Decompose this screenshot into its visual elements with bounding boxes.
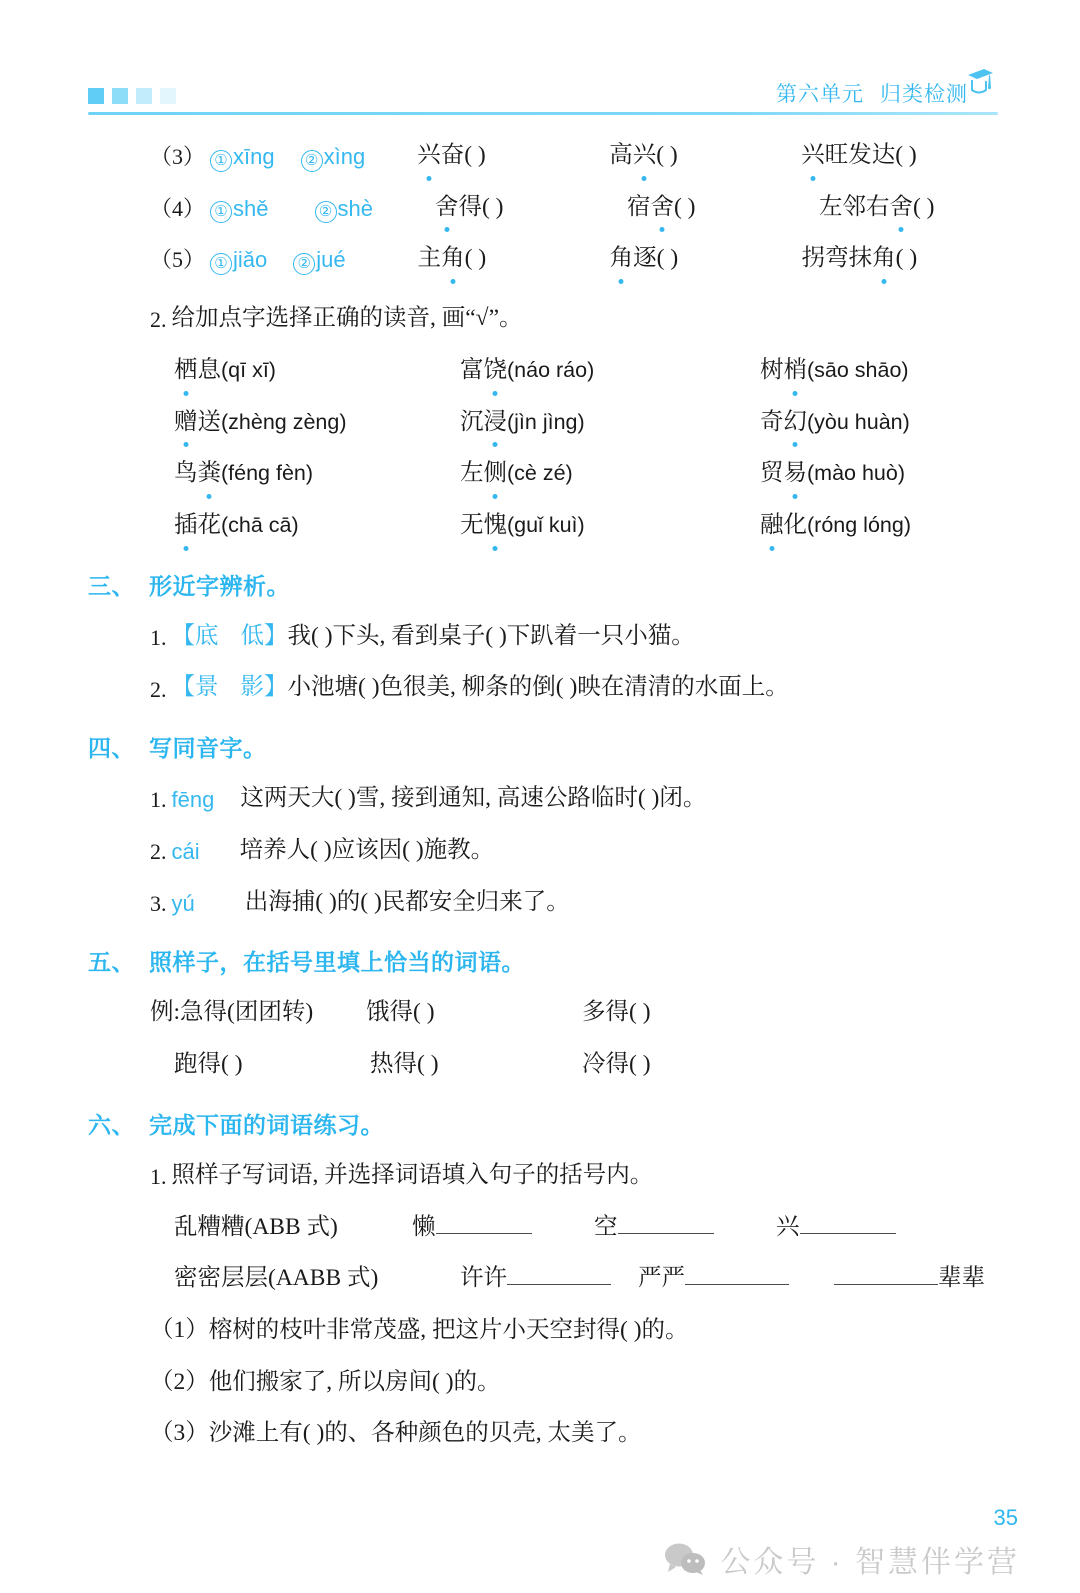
item-number: 2.: [150, 676, 167, 702]
pinyin-choice-item[interactable]: 奇幻(yòu huàn): [760, 407, 910, 439]
word-item: 宿舍( ): [627, 192, 819, 224]
header-title: [776, 78, 968, 108]
pinyin-choice-item[interactable]: 鸟粪(féng fèn): [174, 458, 460, 490]
list-item: [88, 672, 998, 704]
table-row: [88, 407, 998, 439]
list-item: [88, 1418, 998, 1450]
section-6-number: 六、: [88, 1111, 135, 1138]
sentence-number: （2）: [150, 1368, 209, 1395]
table-row: [88, 1212, 998, 1244]
pinyin-options[interactable]: (yòu huàn): [807, 409, 910, 434]
exercise-2-text: 给加点字选择正确的读音, 画“√”。: [171, 305, 523, 332]
list-item: [88, 621, 998, 653]
watermark: [664, 1537, 1020, 1581]
write-line[interactable]: [618, 1212, 714, 1234]
word-item: 左邻右舍( ): [819, 192, 935, 224]
exercise-2-number: 2.: [150, 307, 167, 333]
blank-item[interactable]: 多得( ): [582, 999, 651, 1026]
dotted-char: 角: [872, 243, 896, 275]
table-row: [88, 140, 998, 172]
watermark-text: 公众号 · 智慧伴学营: [720, 1546, 1020, 1579]
answer-paren[interactable]: ( ): [656, 142, 678, 168]
section-4-heading: [88, 730, 998, 763]
pinyin-options[interactable]: (róng lóng): [807, 513, 911, 538]
sentence-text: 我( )下头, 看到桌子( )下趴着一只小猫。: [287, 622, 695, 649]
bracket-close: 】: [264, 674, 288, 701]
dotted-char: 兴: [417, 140, 441, 172]
table-row: [88, 243, 998, 275]
header-unit-label: 第六单元: [776, 83, 864, 106]
answer-paren[interactable]: ( ): [417, 1051, 439, 1078]
dotted-char: 梢: [784, 355, 808, 387]
dotted-char: 舍: [435, 192, 459, 224]
option-2-circle: ②: [315, 201, 337, 223]
section-5-number: 五、: [88, 949, 135, 976]
pinyin-choice-item[interactable]: 栖息(qī xī): [174, 355, 460, 387]
option-2-circle: ②: [293, 253, 315, 275]
blank-item[interactable]: 跑得( ): [174, 1051, 243, 1078]
example-answer: (团团转): [227, 999, 314, 1026]
pinyin-choice-item[interactable]: 树梢(sāo shāo): [760, 355, 909, 387]
pinyin-options[interactable]: (mào huò): [807, 461, 905, 486]
item-text: 照样子写词语, 并选择词语填入句子的括号内。: [171, 1161, 654, 1188]
aabb-blank[interactable]: 辈辈: [834, 1263, 985, 1295]
item-number: 3.: [150, 890, 167, 916]
option-2-pinyin: shè: [337, 195, 373, 221]
item-number: 1.: [150, 787, 167, 813]
choice-char-a[interactable]: 底: [195, 622, 219, 649]
answer-paren[interactable]: ( ): [912, 193, 935, 220]
section-6-heading: [88, 1107, 998, 1140]
list-item: [88, 1160, 998, 1192]
header-divider: [88, 112, 998, 115]
answer-paren[interactable]: ( ): [656, 245, 679, 272]
sentence-text: 沙滩上有( )的、各种颜色的贝壳, 太美了。: [208, 1420, 642, 1447]
write-line[interactable]: [685, 1263, 789, 1285]
sentence-text: 培养人( )应该因( )施教。: [239, 836, 495, 863]
answer-paren[interactable]: ( ): [464, 245, 487, 272]
option-1-circle: ①: [210, 150, 232, 172]
pinyin-options[interactable]: (cè zé): [507, 461, 573, 486]
bracket-open: 【: [171, 674, 195, 701]
blank-item[interactable]: 饿得( ): [366, 999, 435, 1026]
abb-blank[interactable]: 懒: [412, 1212, 594, 1244]
dotted-char: 幻: [784, 407, 808, 439]
worksheet-page: [0, 78, 1080, 1593]
blank-item[interactable]: 冷得( ): [582, 1051, 651, 1078]
dotted-char: 融: [760, 510, 784, 542]
table-row: [88, 510, 998, 542]
pinyin-choice-item[interactable]: 无愧(guǐ kuì): [460, 510, 760, 542]
answer-paren[interactable]: ( ): [629, 1051, 651, 1078]
dotted-char: 角: [441, 243, 465, 275]
table-row: [88, 458, 998, 490]
pinyin-options[interactable]: (jìn jìng): [507, 409, 585, 434]
dotted-char: 愧: [484, 510, 508, 542]
row-label: （4）: [150, 195, 206, 221]
pinyin-options[interactable]: (náo ráo): [507, 357, 595, 382]
list-item: [88, 887, 998, 919]
item-number: 1.: [150, 624, 167, 650]
word-item: 主角( ): [418, 243, 610, 275]
answer-paren[interactable]: ( ): [221, 1051, 243, 1078]
list-item: [88, 1315, 998, 1347]
bracket-open: 【: [171, 622, 195, 649]
choice-char-a[interactable]: 景: [195, 674, 219, 701]
section-5-heading: [88, 944, 998, 977]
write-line[interactable]: [507, 1263, 611, 1285]
write-line[interactable]: [436, 1212, 532, 1234]
sentence-text: 他们搬家了, 所以房间( )的。: [208, 1368, 501, 1395]
table-row: [88, 1049, 998, 1081]
section-4-title: 写同音字。: [149, 735, 267, 762]
pinyin-choice-item[interactable]: 富饶(náo ráo): [460, 355, 760, 387]
answer-paren[interactable]: ( ): [895, 142, 917, 168]
abb-blank[interactable]: 兴: [776, 1212, 896, 1244]
pinyin-choice-item[interactable]: 插花(chā cā): [174, 510, 460, 542]
pinyin-choice-item[interactable]: 融化(róng lóng): [760, 510, 911, 542]
item-number: 2.: [150, 838, 167, 864]
option-1-circle: ①: [210, 253, 232, 275]
page-number: 35: [993, 1505, 1018, 1530]
page-header: [88, 78, 998, 120]
word-item: 兴奋( ): [417, 140, 609, 172]
table-row: [88, 1263, 998, 1295]
list-item: [88, 835, 998, 867]
sentence-number: （3）: [150, 1420, 209, 1447]
write-line[interactable]: [800, 1212, 896, 1234]
sentence-text: 这两天大( )雪, 接到通知, 高速公路临时( )闭。: [240, 785, 707, 812]
word-item: 高兴( ): [609, 140, 801, 172]
list-item: [88, 783, 998, 815]
choice-char-b[interactable]: 低: [240, 622, 264, 649]
answer-paren[interactable]: ( ): [464, 142, 486, 168]
pinyin-hint: cái: [171, 838, 200, 864]
dotted-char: 舍: [889, 192, 913, 224]
dotted-char: 角: [610, 243, 634, 275]
row-label: （5）: [150, 247, 206, 273]
row-label: （3）: [150, 144, 206, 170]
list-item: [88, 1367, 998, 1399]
dotted-char: 栖: [174, 355, 198, 387]
abb-example: 乱糟糟(ABB 式): [174, 1213, 338, 1240]
wechat-bubbles-icon: [664, 1543, 706, 1575]
table-row: [88, 997, 998, 1029]
pinyin-hint: yú: [171, 890, 195, 916]
worksheet-content: [88, 140, 998, 1450]
example-item: 例:急得(团团转): [150, 999, 314, 1026]
pinyin-choice-item[interactable]: 赠送(zhèng zèng): [174, 407, 460, 439]
dotted-char: 舍: [650, 192, 674, 224]
pinyin-options[interactable]: (chā cā): [221, 513, 299, 538]
sentence-text: 小池塘( )色很美, 柳条的倒( )映在清清的水面上。: [287, 674, 789, 701]
decorative-squares-icon: [88, 88, 176, 104]
choice-char-b[interactable]: 影: [240, 674, 264, 701]
item-number: 1.: [150, 1163, 167, 1189]
section-3-number: 三、: [88, 572, 135, 599]
answer-paren[interactable]: ( ): [413, 999, 435, 1026]
sentence-number: （1）: [150, 1316, 209, 1343]
pinyin-options[interactable]: (zhèng zèng): [221, 409, 347, 434]
option-1-pinyin: shě: [233, 195, 269, 221]
option-1-circle: ①: [210, 201, 232, 223]
table-row: [88, 192, 998, 224]
pinyin-options[interactable]: (sāo shāo): [807, 357, 909, 382]
section-6-title: 完成下面的词语练习。: [149, 1111, 384, 1138]
word-item: 拐弯抹角( ): [802, 243, 918, 275]
option-2-pinyin: xìng: [323, 144, 366, 170]
pinyin-options[interactable]: (féng fèn): [221, 461, 314, 486]
dotted-char: 饶: [484, 355, 508, 387]
option-1-pinyin: xīng: [233, 144, 275, 170]
dotted-char: 赠: [174, 407, 198, 439]
pinyin-choice-item[interactable]: 贸易(mào huò): [760, 458, 905, 490]
answer-paren[interactable]: ( ): [673, 193, 696, 220]
dotted-char: 侧: [484, 458, 508, 490]
option-2-pinyin: jué: [316, 247, 346, 273]
graduation-cap-icon: [964, 68, 994, 102]
write-line[interactable]: [834, 1263, 938, 1285]
answer-paren[interactable]: ( ): [481, 193, 504, 220]
dotted-char: 兴: [801, 140, 825, 172]
word-item: 舍得( ): [435, 192, 627, 224]
sentence-text: 出海捕( )的( )民都安全归来了。: [244, 888, 570, 915]
pinyin-options[interactable]: (qī xī): [221, 357, 276, 382]
aabb-example: 密密层层(AABB 式): [174, 1265, 379, 1292]
word-item: 兴旺发达( ): [801, 140, 917, 172]
section-4-number: 四、: [88, 735, 135, 762]
blank-item[interactable]: 热得( ): [370, 1051, 439, 1078]
section-5-title: 照样子，在括号里填上恰当的词语。: [149, 949, 525, 976]
word-item: 角逐( ): [610, 243, 802, 275]
pinyin-options[interactable]: (guǐ kuì): [507, 513, 585, 538]
pinyin-choice-item[interactable]: 左侧(cè zé): [460, 458, 760, 490]
sentence-text: 榕树的枝叶非常茂盛, 把这片小天空封得( )的。: [208, 1316, 689, 1343]
dotted-char: 插: [174, 510, 198, 542]
section-3-heading: [88, 568, 998, 601]
dotted-char: 粪: [198, 458, 222, 490]
table-row: [88, 355, 998, 387]
aabb-blank[interactable]: 许许: [460, 1263, 638, 1295]
section-3-title: 形近字辨析。: [149, 572, 290, 599]
abb-blank[interactable]: 空: [594, 1212, 776, 1244]
exercise-2-prompt: [88, 303, 998, 335]
dotted-char: 浸: [484, 407, 508, 439]
option-2-circle: ②: [301, 150, 323, 172]
pinyin-choice-item[interactable]: 沉浸(jìn jìng): [460, 407, 760, 439]
option-1-pinyin: jiǎo: [233, 247, 268, 273]
exercise-1-rows: [88, 140, 998, 275]
aabb-blank[interactable]: 严严: [638, 1263, 834, 1295]
answer-paren[interactable]: ( ): [629, 999, 651, 1026]
answer-paren[interactable]: ( ): [895, 245, 918, 272]
pinyin-hint: fēng: [171, 787, 215, 813]
dotted-char: 易: [784, 458, 808, 490]
dotted-char: 兴: [633, 140, 657, 172]
bracket-close: 】: [264, 622, 288, 649]
header-test-label: 归类检测: [880, 83, 968, 106]
